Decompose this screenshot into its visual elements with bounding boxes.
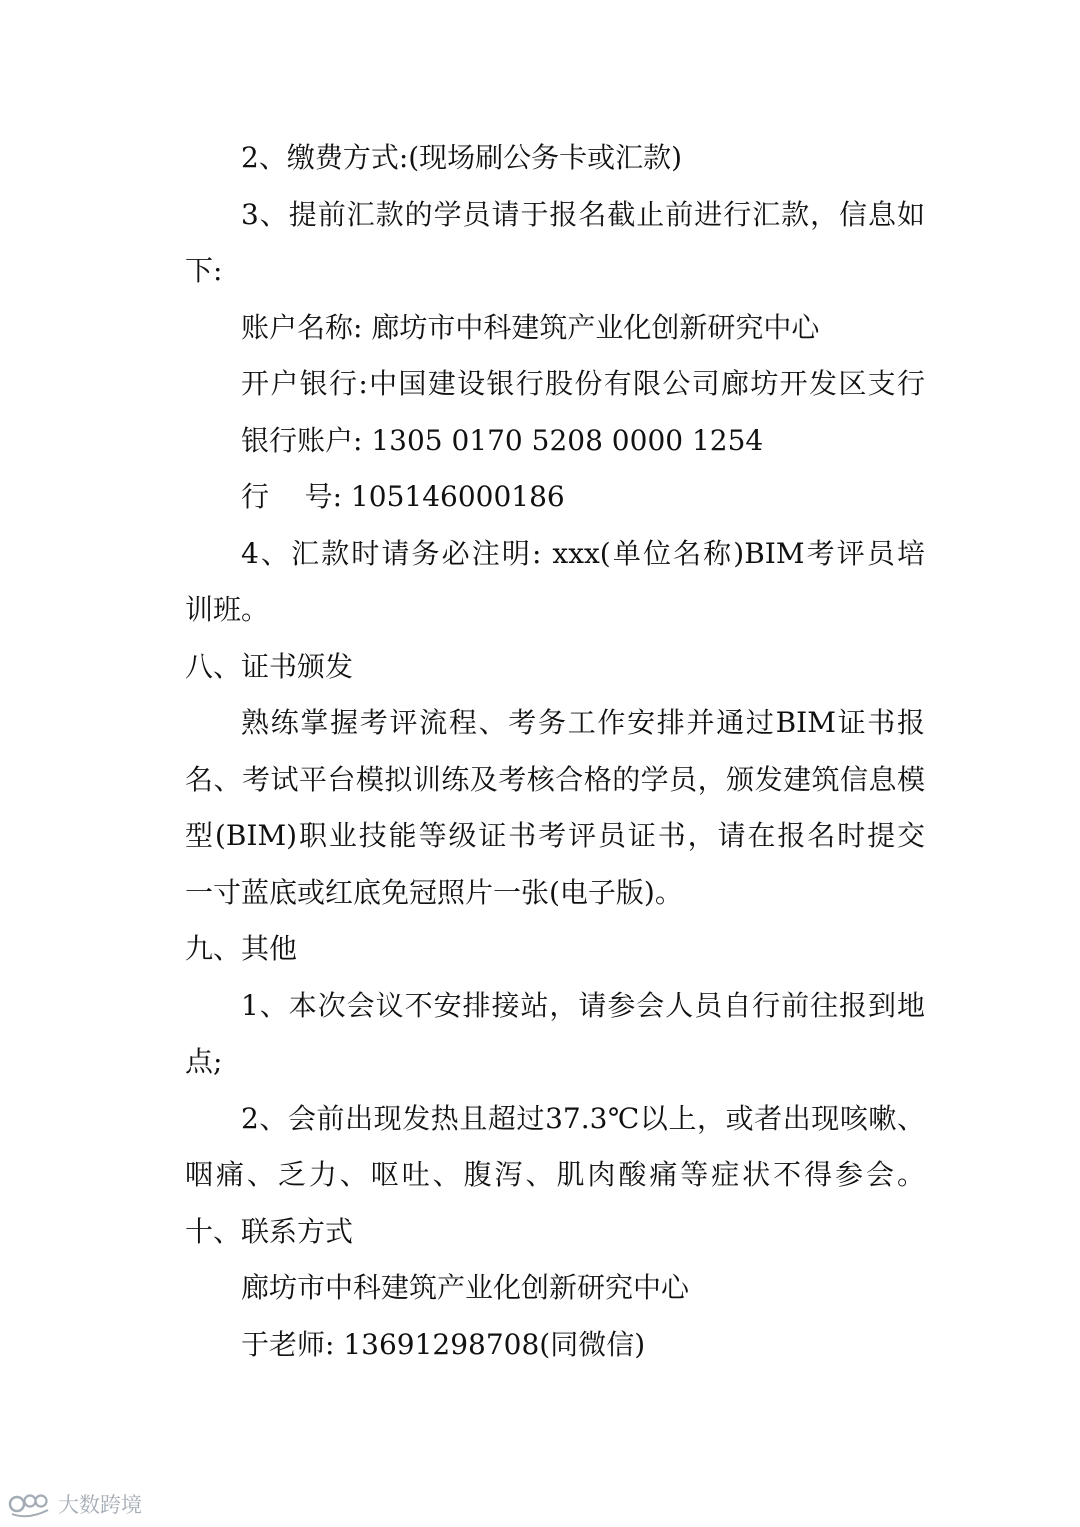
remittance-note-cont: 训班。: [185, 593, 270, 626]
section-heading-other: 九、其他: [185, 932, 298, 965]
certificate-paragraph-line: 熟练掌握考评流程、考务工作安排并通过BIM证书报: [241, 706, 925, 739]
certificate-paragraph-line: 名、考试平台模拟训练及考核合格的学员，颁发建筑信息模: [185, 762, 925, 796]
remittance-instruction-cont: 下:: [185, 254, 223, 287]
payment-method-line: 2、缴费方式:(现场刷公务卡或汇款): [241, 141, 683, 174]
other-item-line: 咽痛、乏力、呕吐、腹泻、肌肉酸痛等症状不得参会。: [185, 1158, 925, 1191]
watermark: [8, 1487, 142, 1521]
contact-organization-line: 廊坊市中科建筑产业化创新研究中心: [241, 1271, 690, 1304]
remittance-instruction-line: 3、提前汇款的学员请于报名截止前进行汇款，信息如: [241, 197, 925, 231]
contact-person-line: 于老师: 13691298708(同微信): [241, 1327, 646, 1361]
document-page: [185, 130, 925, 1373]
brand-logo-icon: [8, 1490, 52, 1518]
certificate-paragraph-line: 型(BIM)职业技能等级证书考评员证书，请在报名时提交: [185, 819, 925, 852]
watermark-text: 大数跨境: [58, 1493, 142, 1517]
section-heading-certificate: 八、证书颁发: [185, 649, 354, 683]
bank-account-line: 银行账户: 1305 0170 5208 0000 1254: [241, 423, 764, 457]
bank-code-line: 行 号: 105146000186: [241, 480, 565, 513]
section-heading-contact: 十、联系方式: [185, 1214, 354, 1248]
other-item-line: 2、会前出现发热且超过37.3℃以上，或者出现咳嗽、: [241, 1101, 925, 1135]
bank-name-line: 开户银行:中国建设银行股份有限公司廊坊开发区支行: [241, 367, 925, 400]
remittance-note-line: 4、汇款时请务必注明: xxx(单位名称)BIM考评员培: [241, 536, 925, 570]
certificate-paragraph-line: 一寸蓝底或红底免冠照片一张(电子版)。: [185, 875, 683, 909]
other-item-line: 点;: [185, 1045, 223, 1078]
other-item-line: 1、本次会议不安排接站，请参会人员自行前往报到地: [241, 988, 925, 1022]
account-name-line: 账户名称: 廊坊市中科建筑产业化创新研究中心: [241, 310, 820, 344]
